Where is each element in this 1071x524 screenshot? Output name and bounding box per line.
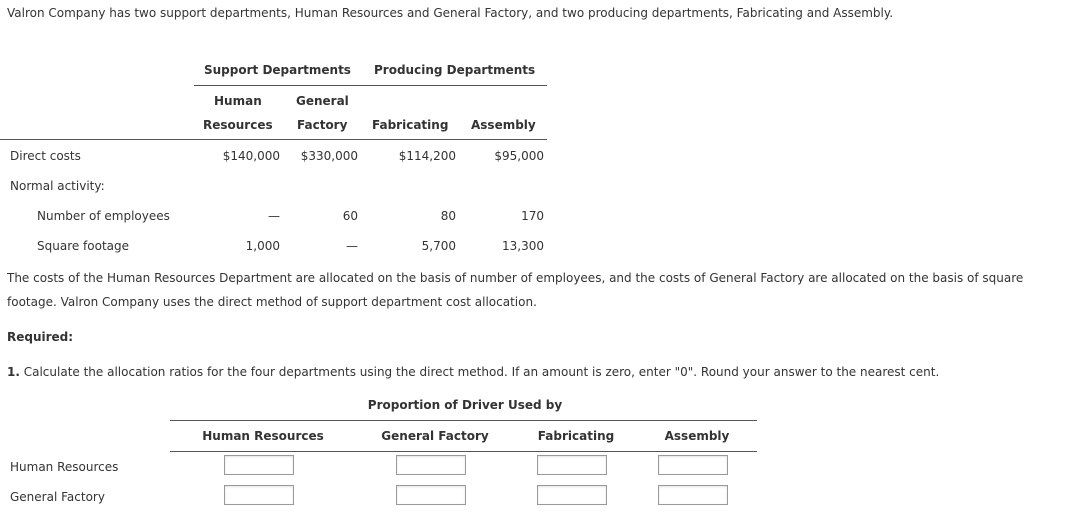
direct-costs-fabricating: $114,200 bbox=[398, 149, 456, 163]
col-header-fabricating: Fabricating bbox=[372, 118, 449, 132]
gf-row-hr-input[interactable] bbox=[224, 485, 294, 505]
group-header-divider bbox=[194, 85, 547, 86]
answer-col-header-fabricating: Fabricating bbox=[537, 429, 615, 443]
gf-row-assembly-input[interactable] bbox=[658, 485, 728, 505]
col-header-hr-line1: Human bbox=[214, 94, 262, 108]
support-departments-header: Support Departments bbox=[204, 63, 351, 77]
direct-costs-hr: $140,000 bbox=[222, 149, 280, 163]
question-number: 1. bbox=[7, 365, 20, 379]
col-header-divider bbox=[0, 139, 547, 140]
answer-table-title: Proportion of Driver Used by bbox=[367, 398, 563, 412]
answer-col-header-gf: General Factory bbox=[381, 429, 489, 443]
required-heading: Required: bbox=[7, 330, 74, 344]
row-label-direct-costs: Direct costs bbox=[10, 149, 81, 163]
square-footage-fabricating: 5,700 bbox=[421, 239, 456, 253]
answer-header-divider bbox=[170, 451, 757, 452]
employees-gf: 60 bbox=[342, 209, 358, 223]
direct-costs-gf: $330,000 bbox=[300, 149, 358, 163]
question-1 bbox=[7, 365, 939, 379]
col-header-gf-line1: General bbox=[296, 94, 349, 108]
row-label-square-footage: Square footage bbox=[37, 239, 130, 253]
employees-fabricating: 80 bbox=[440, 209, 456, 223]
answer-title-divider bbox=[170, 420, 757, 421]
employees-assembly: 170 bbox=[521, 209, 544, 223]
direct-costs-assembly: $95,000 bbox=[494, 149, 544, 163]
allocation-text-line2: footage. Valron Company uses the direct method of support department cost allocation. bbox=[7, 295, 537, 309]
intro-text: Valron Company has two support departments, Human Resources and General Factory, and two producing departments, Fabricating and Assembly. bbox=[7, 6, 894, 20]
employees-hr: — bbox=[268, 209, 280, 223]
question-text: Calculate the allocation ratios for the four departments using the direct method. If an amount is zero, enter "0". Round your answer to the nearest cent. bbox=[19, 365, 940, 379]
col-header-hr-line2: Resources bbox=[203, 118, 273, 132]
answer-col-header-assembly: Assembly bbox=[664, 429, 730, 443]
square-footage-hr: 1,000 bbox=[245, 239, 280, 253]
square-footage-gf: — bbox=[346, 239, 358, 253]
producing-departments-header: Producing Departments bbox=[374, 63, 536, 77]
col-header-gf-line2: Factory bbox=[297, 118, 348, 132]
col-header-assembly: Assembly bbox=[471, 118, 536, 132]
answer-col-header-hr: Human Resources bbox=[202, 429, 324, 443]
row-label-employees: Number of employees bbox=[37, 209, 170, 223]
answer-row-label-gf: General Factory bbox=[10, 490, 105, 504]
hr-row-hr-input[interactable] bbox=[224, 455, 294, 475]
row-label-normal-activity: Normal activity: bbox=[10, 179, 105, 193]
answer-row-label-hr: Human Resources bbox=[10, 460, 119, 474]
gf-row-gf-input[interactable] bbox=[396, 485, 466, 505]
hr-row-gf-input[interactable] bbox=[396, 455, 466, 475]
gf-row-fabricating-input[interactable] bbox=[537, 485, 607, 505]
square-footage-assembly: 13,300 bbox=[502, 239, 544, 253]
hr-row-fabricating-input[interactable] bbox=[537, 455, 607, 475]
hr-row-assembly-input[interactable] bbox=[658, 455, 728, 475]
allocation-text-line1: The costs of the Human Resources Department are allocated on the basis of number of employees, and the costs of General Factory are allocated on the basis of square bbox=[7, 271, 1024, 285]
